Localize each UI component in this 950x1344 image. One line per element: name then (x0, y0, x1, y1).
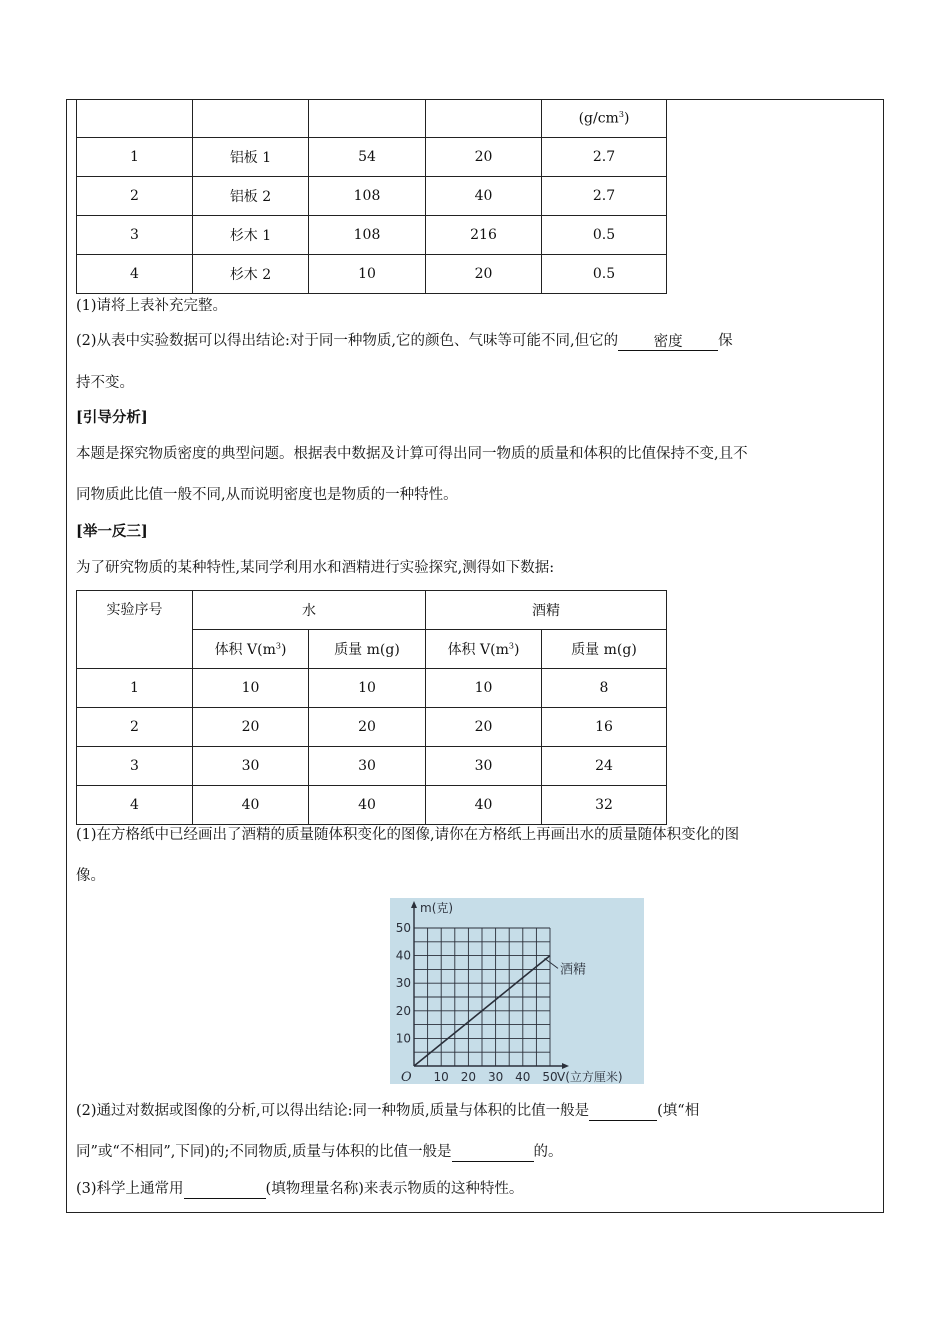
practice-q1-line-2: 像。 (76, 868, 105, 884)
table-cell: 0.5 (542, 255, 667, 294)
header-alcohol-volume: 体积 $V(m^3)$ (426, 630, 542, 669)
table-cell: 108 (309, 177, 426, 216)
density-table (76, 99, 667, 294)
table-cell: 杉木 1 (193, 216, 309, 255)
table-cell: 40 (193, 786, 309, 825)
table-cell: 4 (77, 786, 193, 825)
table-cell: 20 (426, 255, 542, 294)
table-cell: 1 (77, 669, 193, 708)
x-axis-label: V(立方厘米) (557, 1070, 623, 1084)
density-unit-cell: $(g/cm^3)$ (542, 99, 667, 138)
practice-q3: (3)科学上通常用 (填物理量名称)来表示物质的这种特性。 (76, 1181, 524, 1197)
table-row (77, 138, 667, 177)
practice-q2-line-1: (2)通过对数据或图像的分析,可以得出结论:同一种物质,质量与体积的比值一般是 (填“相 (76, 1103, 700, 1119)
practice-intro: 为了研究物质的某种特性,某同学利用水和酒精进行实验探究,测得如下数据: (76, 560, 555, 576)
table-cell: 30 (426, 747, 542, 786)
analysis-line-2: 同物质此比值一般不同,从而说明密度也是物质的一种特性。 (76, 487, 458, 503)
table-cell: 108 (309, 216, 426, 255)
table-row (77, 216, 667, 255)
table-cell: 216 (426, 216, 542, 255)
header-water: 水 (193, 591, 426, 630)
table-row (77, 255, 667, 294)
answer-blank (184, 1180, 266, 1199)
table-cell: 20 (309, 708, 426, 747)
analysis-line-1: 本题是探究物质密度的典型问题。根据表中数据及计算可得出同一物质的质量和体积的比值保持不变,且不 (76, 446, 748, 462)
table-cell: 2.7 (542, 138, 667, 177)
y-tick-label: 10 (395, 1031, 411, 1046)
table-cell (426, 99, 542, 138)
table-cell: 8 (542, 669, 667, 708)
answer-blank (452, 1143, 534, 1162)
table-cell: 1 (77, 138, 193, 177)
table-cell: 2 (77, 708, 193, 747)
table-cell: 24 (542, 747, 667, 786)
header-water-volume: 体积 $V(m^3)$ (193, 630, 309, 669)
table-cell: 0.5 (542, 216, 667, 255)
table-cell: 杉木 2 (193, 255, 309, 294)
practice-q1-line-1: (1)在方格纸中已经画出了酒精的质量随体积变化的图像,请你在方格纸上再画出水的质量随体积变化的图 (76, 827, 740, 843)
x-tick-label: 30 (487, 1070, 504, 1084)
table-cell: 30 (193, 747, 309, 786)
answer-blank: 密度 (618, 332, 718, 351)
table-cell: 4 (77, 255, 193, 294)
header-alcohol: 酒精 (426, 591, 667, 630)
table-row (77, 786, 667, 825)
table-cell: 10 (309, 669, 426, 708)
table-cell: 16 (542, 708, 667, 747)
water-alcohol-table (76, 590, 667, 825)
series-label-alcohol: 酒精 (560, 962, 587, 978)
table-cell: 20 (426, 708, 542, 747)
x-tick-label: 40 (515, 1070, 531, 1084)
table-cell (309, 99, 426, 138)
table-cell: 40 (426, 177, 542, 216)
mass-volume-chart (390, 898, 644, 1084)
table-cell: 20 (426, 138, 542, 177)
y-tick-label: 40 (395, 948, 411, 963)
table-cell: 40 (426, 786, 542, 825)
origin-label: O (401, 1070, 412, 1084)
table-cell: 2 (77, 177, 193, 216)
table-cell: 40 (309, 786, 426, 825)
chart-background (390, 898, 644, 1084)
question-2-line-1: (2)从表中实验数据可以得出结论:对于同一种物质,它的颜色、气味等可能不同,但它的 密度 保 (76, 333, 733, 350)
table-cell: 32 (542, 786, 667, 825)
table-cell: 3 (77, 216, 193, 255)
table-row (77, 669, 667, 708)
question-2-line-2: 持不变。 (76, 375, 134, 391)
table-cell: 10 (193, 669, 309, 708)
table-cell: 2.7 (542, 177, 667, 216)
header-seq: 实验序号 (77, 591, 193, 669)
table-cell: 20 (193, 708, 309, 747)
header-alcohol-mass: 质量 m(g) (542, 630, 667, 669)
header-water-mass: 质量 m(g) (309, 630, 426, 669)
practice-heading: [举一反三] (76, 523, 148, 540)
answer-blank (589, 1102, 657, 1121)
table-cell: 铝板 1 (193, 138, 309, 177)
analysis-heading: [引导分析] (76, 409, 148, 426)
table-header-row (77, 591, 667, 630)
table-row (77, 177, 667, 216)
question-1: (1)请将上表补充完整。 (76, 298, 228, 314)
table-cell: 铝板 2 (193, 177, 309, 216)
practice-q2-line-2: 同”或“不相同”,下同)的;不同物质,质量与体积的比值一般是 的。 (76, 1144, 563, 1160)
table-cell: 10 (426, 669, 542, 708)
table-cell (77, 99, 193, 138)
table-cell: 10 (309, 255, 426, 294)
table-row (77, 99, 667, 138)
x-tick-label: 20 (460, 1070, 477, 1084)
y-tick-label: 50 (395, 921, 411, 935)
table-cell (193, 99, 309, 138)
x-tick-label: 10 (433, 1070, 449, 1084)
y-tick-label: 30 (395, 976, 411, 991)
table-cell: 30 (309, 747, 426, 786)
table-cell: 54 (309, 138, 426, 177)
y-tick-label: 20 (395, 1003, 411, 1018)
table-row (77, 747, 667, 786)
y-axis-label: m(克) (420, 901, 454, 915)
x-tick-label: 50 (542, 1070, 558, 1084)
table-cell: 3 (77, 747, 193, 786)
table-row (77, 708, 667, 747)
